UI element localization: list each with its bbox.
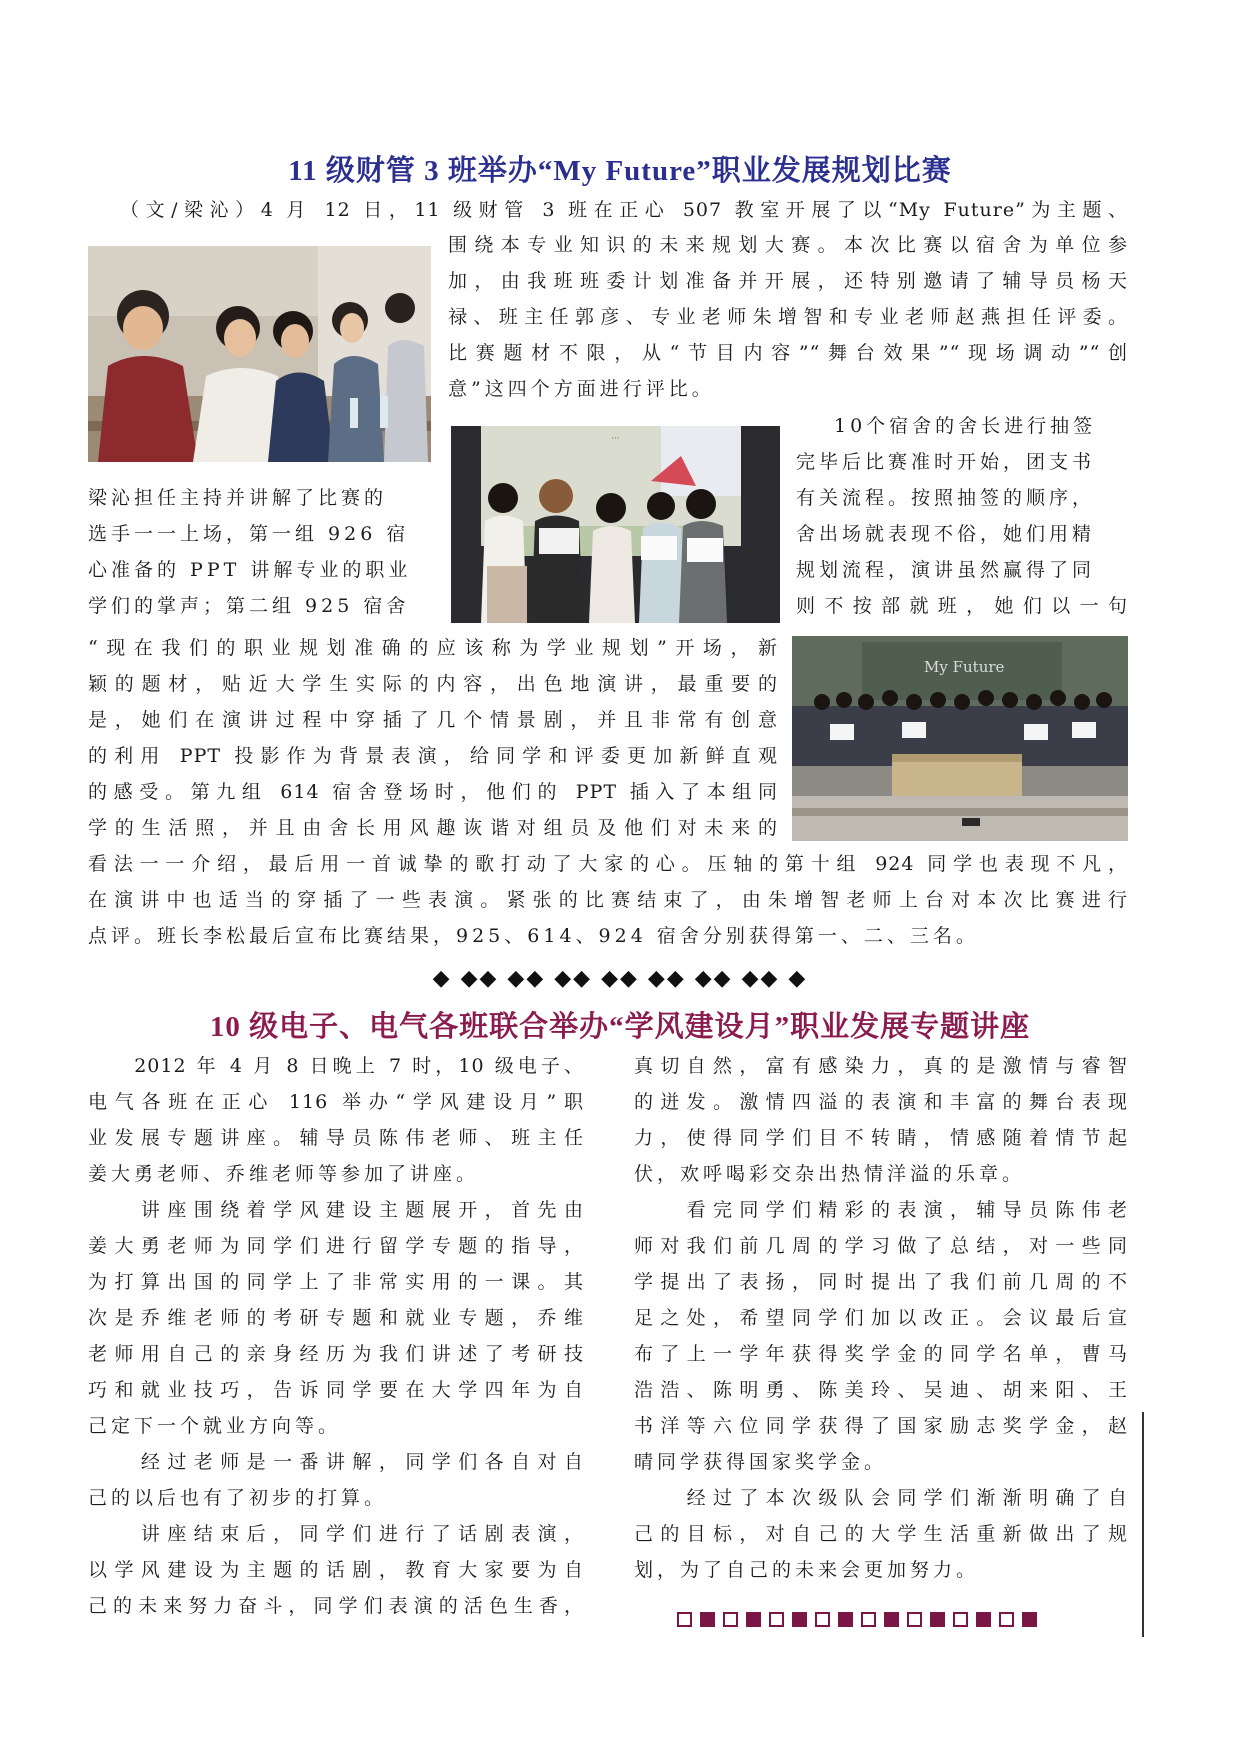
square-outline-icon [953,1612,968,1627]
text-line: 真切自然，富有感染力，真的是激情与睿智 [634,1055,1128,1077]
text-line: 的利用 PPT 投影作为背景表演，给同学和评委更加新鲜直观 [88,745,778,767]
text-line: 10个宿舍的舍长进行抽签 [834,415,1097,437]
text-line: 师对我们前几周的学习做了总结，对一些同 [634,1235,1128,1257]
text-line: 选手一一上场，第一组 926 宿 [88,523,410,545]
text-line: 禄、班主任郭彦、专业老师朱增智和专业老师赵燕担任评委。 [448,306,1128,328]
square-ornament [677,1612,1037,1627]
text-line: 划，为了自己的未来会更加努力。 [634,1559,980,1581]
text-line: 看法一一介绍，最后用一首诚挚的歌打动了大家的心。压轴的第十组 924 同学也表现不凡， [88,853,1128,875]
text-line: 有关流程。按照抽签的顺序， [796,487,1096,509]
text-line: 围绕本专业知识的未来规划大赛。本次比赛以宿舍为单位参 [448,234,1128,256]
text-line: 电气各班在正心 116 举办“学风建设月”职 [88,1091,584,1113]
article2-title: 10 级电子、电气各班联合举办“学风建设月”职业发展专题讲座 [209,1011,1031,1043]
text-line: 次是乔维老师的考研专题和就业专题，乔维 [88,1307,584,1329]
text-line: 巧和就业技巧，告诉同学要在大学四年为自 [88,1379,584,1401]
square-filled-icon [930,1612,945,1627]
text-line: “现在我们的职业规划准确的应该称为学业规划”开场，新 [88,637,778,659]
square-filled-icon [976,1612,991,1627]
article1-mid-left-text [88,486,440,630]
article1-full-text [88,852,1128,960]
photo-group [792,636,1128,841]
text-line: 的感受。第九组 614 宿舍登场时，他们的 PPT 插入了本组同 [88,781,778,803]
article2-right-column [634,1054,1128,1594]
text-line: 是，她们在演讲过程中穿插了几个情景剧，并且非常有创意 [88,709,778,731]
square-outline-icon [907,1612,922,1627]
text-line: 的迸发。激情四溢的表演和丰富的舞台表现 [634,1091,1128,1113]
text-line: 学提出了表扬，同时提出了我们前几周的不 [634,1271,1128,1293]
text-line: 以学风建设为主题的话剧，教育大家要为自 [88,1559,584,1581]
text-line: 心准备的 PPT 讲解专业的职业 [88,559,412,581]
text-line: 姜大勇老师为同学们进行留学专题的指导， [88,1235,584,1257]
photo-audience [88,246,431,462]
text-line: 晴同学获得国家奖学金。 [634,1451,888,1473]
article2-left-column [88,1054,584,1630]
square-outline-icon [677,1612,692,1627]
text-line: 业发展专题讲座。辅导员陈伟老师、班主任 [88,1127,584,1149]
text-line: 布了上一学年获得奖学金的同学名单，曹马 [634,1343,1128,1365]
square-outline-icon [769,1612,784,1627]
article1-mid-right-text [796,414,1128,630]
text-line: 经过老师是一番讲解，同学们各自对自 [88,1451,584,1473]
square-filled-icon [792,1612,807,1627]
square-filled-icon [838,1612,853,1627]
text-line: 己的目标，对自己的大学生活重新做出了规 [634,1523,1128,1545]
text-line: 完毕后比赛准时开始，团支书 [796,451,1096,473]
text-line: 力，使得同学们目不转睛，情感随着情节起 [634,1127,1128,1149]
square-outline-icon [999,1612,1014,1627]
square-outline-icon [815,1612,830,1627]
text-line: 梁沁担任主持并讲解了比赛的 [88,487,388,509]
text-line: 学们的掌声；第二组 925 宿舍 [88,595,410,617]
text-line: 学的生活照，并且由舍长用风趣诙谐对组员及他们对未来的 [88,817,778,839]
square-filled-icon [746,1612,761,1627]
article1-title: 11 级财管 3 班举办“My Future”职业发展规划比赛 [288,155,952,187]
text-line: 讲座围绕着学风建设主题展开，首先由 [88,1199,584,1221]
square-filled-icon [884,1612,899,1627]
text-line: 为打算出国的同学上了非常实用的一课。其 [88,1271,584,1293]
text-line: 己的以后也有了初步的打算。 [88,1487,388,1509]
text-line: 姜大勇老师、乔维老师等参加了讲座。 [88,1163,480,1185]
board-text: My Future [924,658,1005,676]
text-line: 足之处，希望同学们加以改正。会议最后宣 [634,1307,1128,1329]
text-line: 己定下一个就业方向等。 [88,1415,342,1437]
text-line: 舍出场就表现不俗，她们用精 [796,523,1096,545]
svg-text:···: ··· [611,434,620,444]
text-line: 伏，欢呼喝彩交杂出热情洋溢的乐章。 [634,1163,1026,1185]
square-filled-icon [1022,1612,1037,1627]
text-line: 颖的题材，贴近大学生实际的内容，出色地演讲，最重要的 [88,673,778,695]
text-line: 规划流程，演讲虽然赢得了同 [796,559,1096,581]
square-outline-icon [723,1612,738,1627]
text-line: 2012 年 4 月 8 日晚上 7 时，10 级电子、 [88,1055,584,1077]
decorative-rule [1142,1412,1144,1637]
text-line: 浩浩、陈明勇、陈美玲、吴迪、胡来阳、王 [634,1379,1128,1401]
square-outline-icon [861,1612,876,1627]
text-line: 则不按部就班，她们以一句 [796,595,1128,617]
photo-presenters [451,426,780,623]
text-line: 己的未来努力奋斗，同学们表演的活色生香， [88,1595,584,1617]
text-line: 在演讲中也适当的穿插了一些表演。紧张的比赛结束了，由朱增智老师上台对本次比赛进行 [88,889,1128,911]
text-line: 经过了本次级队会同学们渐渐明确了自 [634,1487,1128,1509]
text-line: 加，由我班班委计划准备并开展，还特别邀请了辅导员杨天 [448,270,1128,292]
text-line: 看完同学们精彩的表演，辅导员陈伟老 [634,1199,1128,1221]
article1-intro: （文/梁沁）4 月 12 日，11 级财管 3 班在正心 507 教室开展了以“My Future”为主题、 [120,199,1128,221]
text-line: 比赛题材不限，从“节目内容”“舞台效果”“现场调动”“创 [448,342,1128,364]
article1-right-text [448,233,1128,413]
text-line: 讲座结束后，同学们进行了话剧表演， [88,1523,584,1545]
text-line: 点评。班长李松最后宣布比赛结果，925、614、924 宿舍分别获得第一、二、三名。 [88,925,979,947]
diamond-separator: ◆ ◆◆ ◆◆ ◆◆ ◆◆ ◆◆ ◆◆ ◆◆ ◆ [432,966,808,991]
article1-lower-left-text [88,636,778,852]
text-line: 书洋等六位同学获得了国家励志奖学金，赵 [634,1415,1128,1437]
text-line: 老师用自己的亲身经历为我们讲述了考研技 [88,1343,584,1365]
text-line: 意”这四个方面进行评比。 [448,378,715,400]
square-filled-icon [700,1612,715,1627]
